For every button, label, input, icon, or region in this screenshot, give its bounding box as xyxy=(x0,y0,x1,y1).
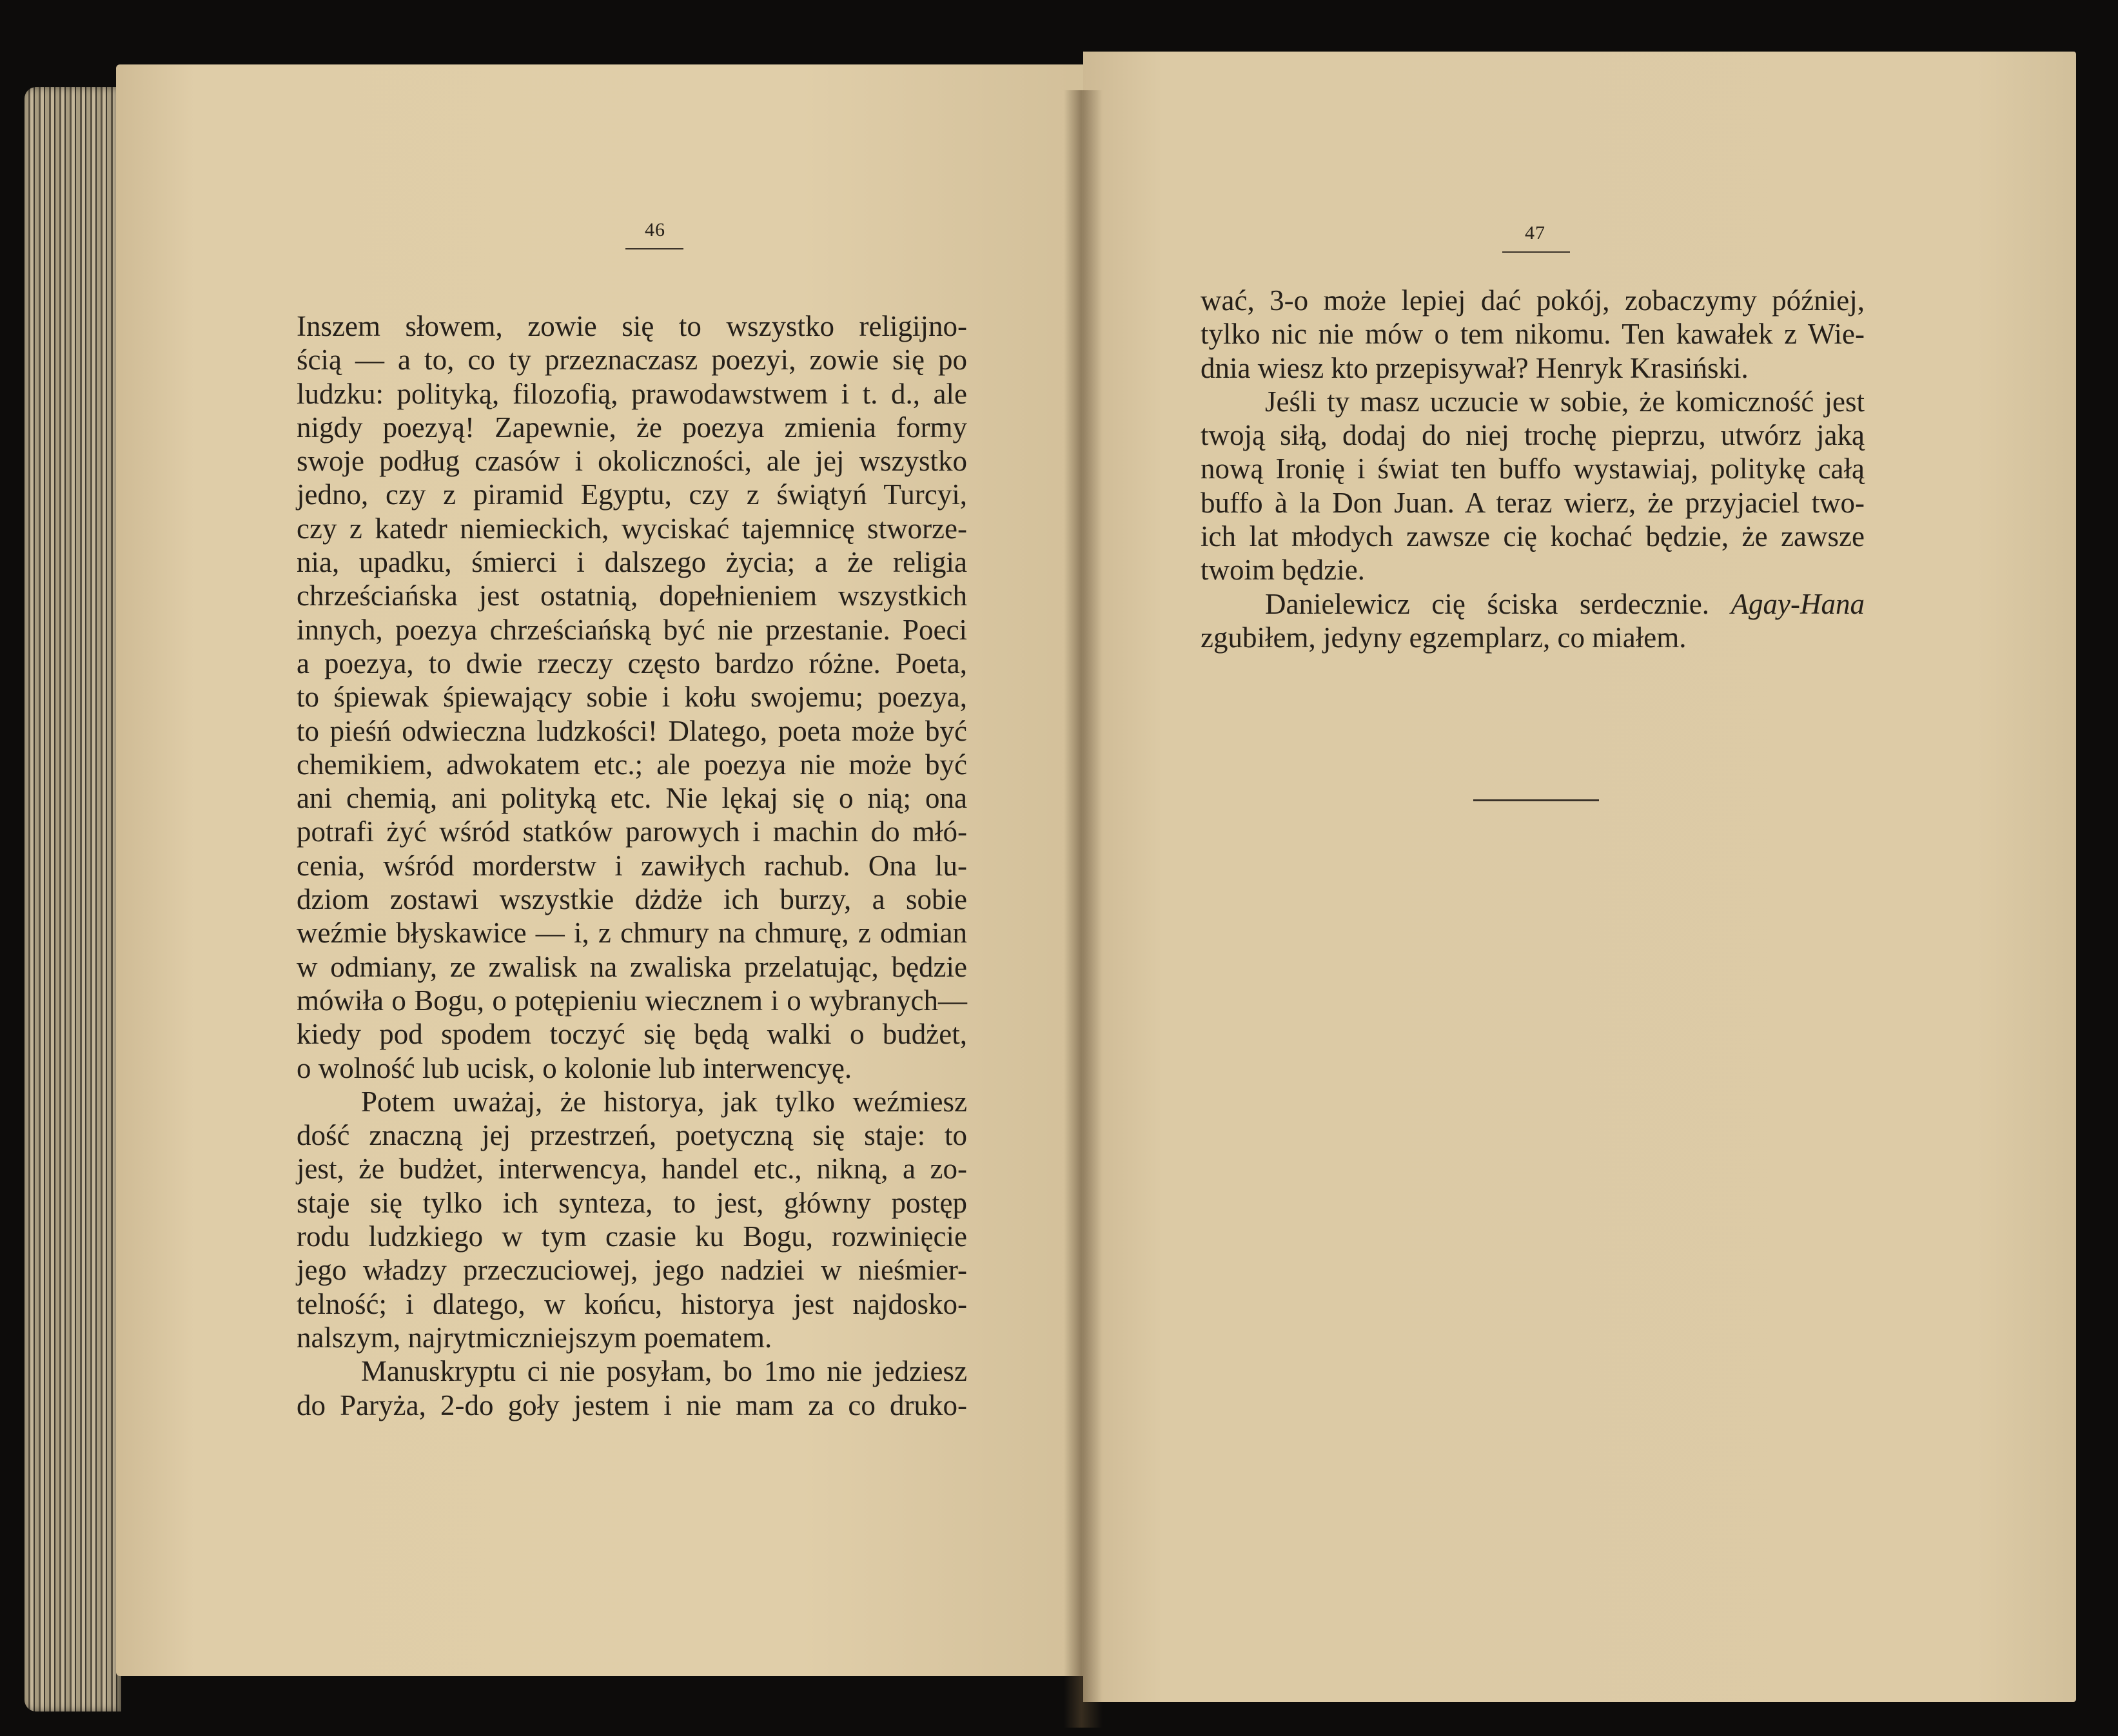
text-line: to śpiewak śpiewający sobie i kołu swojemu; poezya, xyxy=(297,681,967,714)
text-line: mówiła o Bogu, o potępieniu wiecznem i o wybranych— xyxy=(297,984,967,1017)
text-line: nigdy poezyą! Zapewnie, że poezya zmienia formy xyxy=(297,411,967,444)
text-line: weźmie błyskawice — i, z chmury na chmurę, z odmian xyxy=(297,917,967,950)
text-line: nalszym, najrytmiczniejszym poematem. xyxy=(297,1321,772,1354)
text-line: zgubiłem, jedyny egzemplarz, co miałem. xyxy=(1201,621,1687,654)
text-line: czy z katedr niemieckich, wyciskać tajemnicę stworze- xyxy=(297,512,967,545)
text-line: w odmiany, ze zwalisk na zwaliska przelatując, będzie xyxy=(297,950,967,983)
open-book xyxy=(19,45,2076,1695)
text-line: wać, 3-o może lepiej dać pokój, zobaczymy później, xyxy=(1201,284,1865,317)
text-line: o wolność lub ucisk, o kolonie lub interwencyę. xyxy=(297,1051,852,1084)
text-line: kiedy pod spodem toczyć się będą walki o budżet, xyxy=(297,1018,967,1051)
text-line: buffo à la Don Juan. A teraz wierz, że przyjaciel two- xyxy=(1201,486,1865,519)
text-line: Manuskryptu ci nie posyłam, bo 1mo nie jedziesz xyxy=(361,1355,967,1388)
text-line: dość znaczną jej przestrzeń, poetyczną się staje: to xyxy=(297,1119,967,1152)
text-line: twoją siłą, dodaj do niej trochę pieprzu, utwórz jaką xyxy=(1201,419,1865,452)
text-line: tylko nic nie mów o tem nikomu. Ten kawałek z Wie- xyxy=(1201,318,1865,351)
text-line: do Paryża, 2-do goły jestem i nie mam za co druko- xyxy=(297,1389,967,1421)
text-line: nia, upadku, śmierci i dalszego życia; a że religia xyxy=(297,546,967,579)
text-line: rodu ludzkiego w tym czasie ku Bogu, rozwinięcie xyxy=(297,1220,967,1253)
text-line: twoim będzie. xyxy=(1201,554,1365,587)
text-line: jego władzy przeczuciowej, jego nadziei w nieśmier- xyxy=(297,1254,967,1287)
text-line: Inszem słowem, zowie się to wszystko religijno- xyxy=(297,310,967,342)
text-line: Jeśli ty masz uczucie w sobie, że komiczność jest xyxy=(1265,385,1865,418)
book-gutter xyxy=(1064,90,1103,1728)
text-line: jest, że budżet, interwencya, handel etc., nikną, a zo- xyxy=(297,1153,967,1185)
text-line: dziom zostawi wszystkie dżdże ich burzy, a sobie xyxy=(297,883,967,916)
page-number-left: 46 xyxy=(645,219,665,240)
text-line: chemikiem, adwokatem etc.; ale poezya nie może być xyxy=(297,748,967,781)
text-line: chrześciańska jest ostatnią, dopełnieniem wszystkich xyxy=(297,580,967,612)
text-line: to pieśń odwieczna ludzkości! Dlatego, poeta może być xyxy=(297,714,967,747)
left-page xyxy=(116,64,1093,1676)
text-line: ludzku: polityką, filozofią, prawodawstwem i t. d., ale xyxy=(297,377,967,410)
text-line: Danielewicz cię ściska serdecznie. Agay-Hana xyxy=(1265,587,1865,620)
text-line: staje się tylko ich synteza, to jest, główny postęp xyxy=(297,1186,967,1219)
text-line: dnia wiesz kto przepisywał? Henryk Krasiński. xyxy=(1201,351,1749,384)
page-edges xyxy=(25,87,121,1712)
right-page-text xyxy=(1201,284,1865,654)
folio-rule-right xyxy=(1502,251,1570,253)
page-number-right: 47 xyxy=(1525,222,1545,244)
text-line: telność; i dlatego, w końcu, historya jest najdosko- xyxy=(297,1287,967,1320)
text-line: swoje podług czasów i okoliczności, ale jej wszystko xyxy=(297,445,967,478)
text-line: cenia, wśród morderstw i zawiłych rachub. Ona lu- xyxy=(297,849,967,882)
text-line: ani chemią, ani polityką etc. Nie lękaj się o nią; ona xyxy=(297,782,967,815)
text-line: potrafi żyć wśród statków parowych i machin do młó- xyxy=(297,815,967,848)
text-line: jedno, czy z piramid Egyptu, czy z świątyń Turcyi, xyxy=(297,478,967,511)
text-line: innych, poezya chrześciańską być nie przestanie. Poeci xyxy=(297,613,967,646)
text-line: Potem uważaj, że historya, jak tylko weźmiesz xyxy=(361,1085,967,1118)
text-line: ich lat młodych zawsze cię kochać będzie, że zawsze xyxy=(1201,520,1865,553)
folio-rule-left xyxy=(625,248,683,249)
book-title-italic: Agay-Hana xyxy=(1731,587,1865,620)
text-line: a poezya, to dwie rzeczy często bardzo różne. Poeta, xyxy=(297,647,967,679)
text-line: nową Ironię i świat ten buffo wystawiaj, politykę całą xyxy=(1201,453,1865,485)
left-page-text xyxy=(297,309,967,1422)
right-page xyxy=(1083,52,2076,1702)
closing-rule xyxy=(1473,799,1599,801)
text-line: ścią — a to, co ty przeznaczasz poezyi, zowie się po xyxy=(297,344,967,376)
